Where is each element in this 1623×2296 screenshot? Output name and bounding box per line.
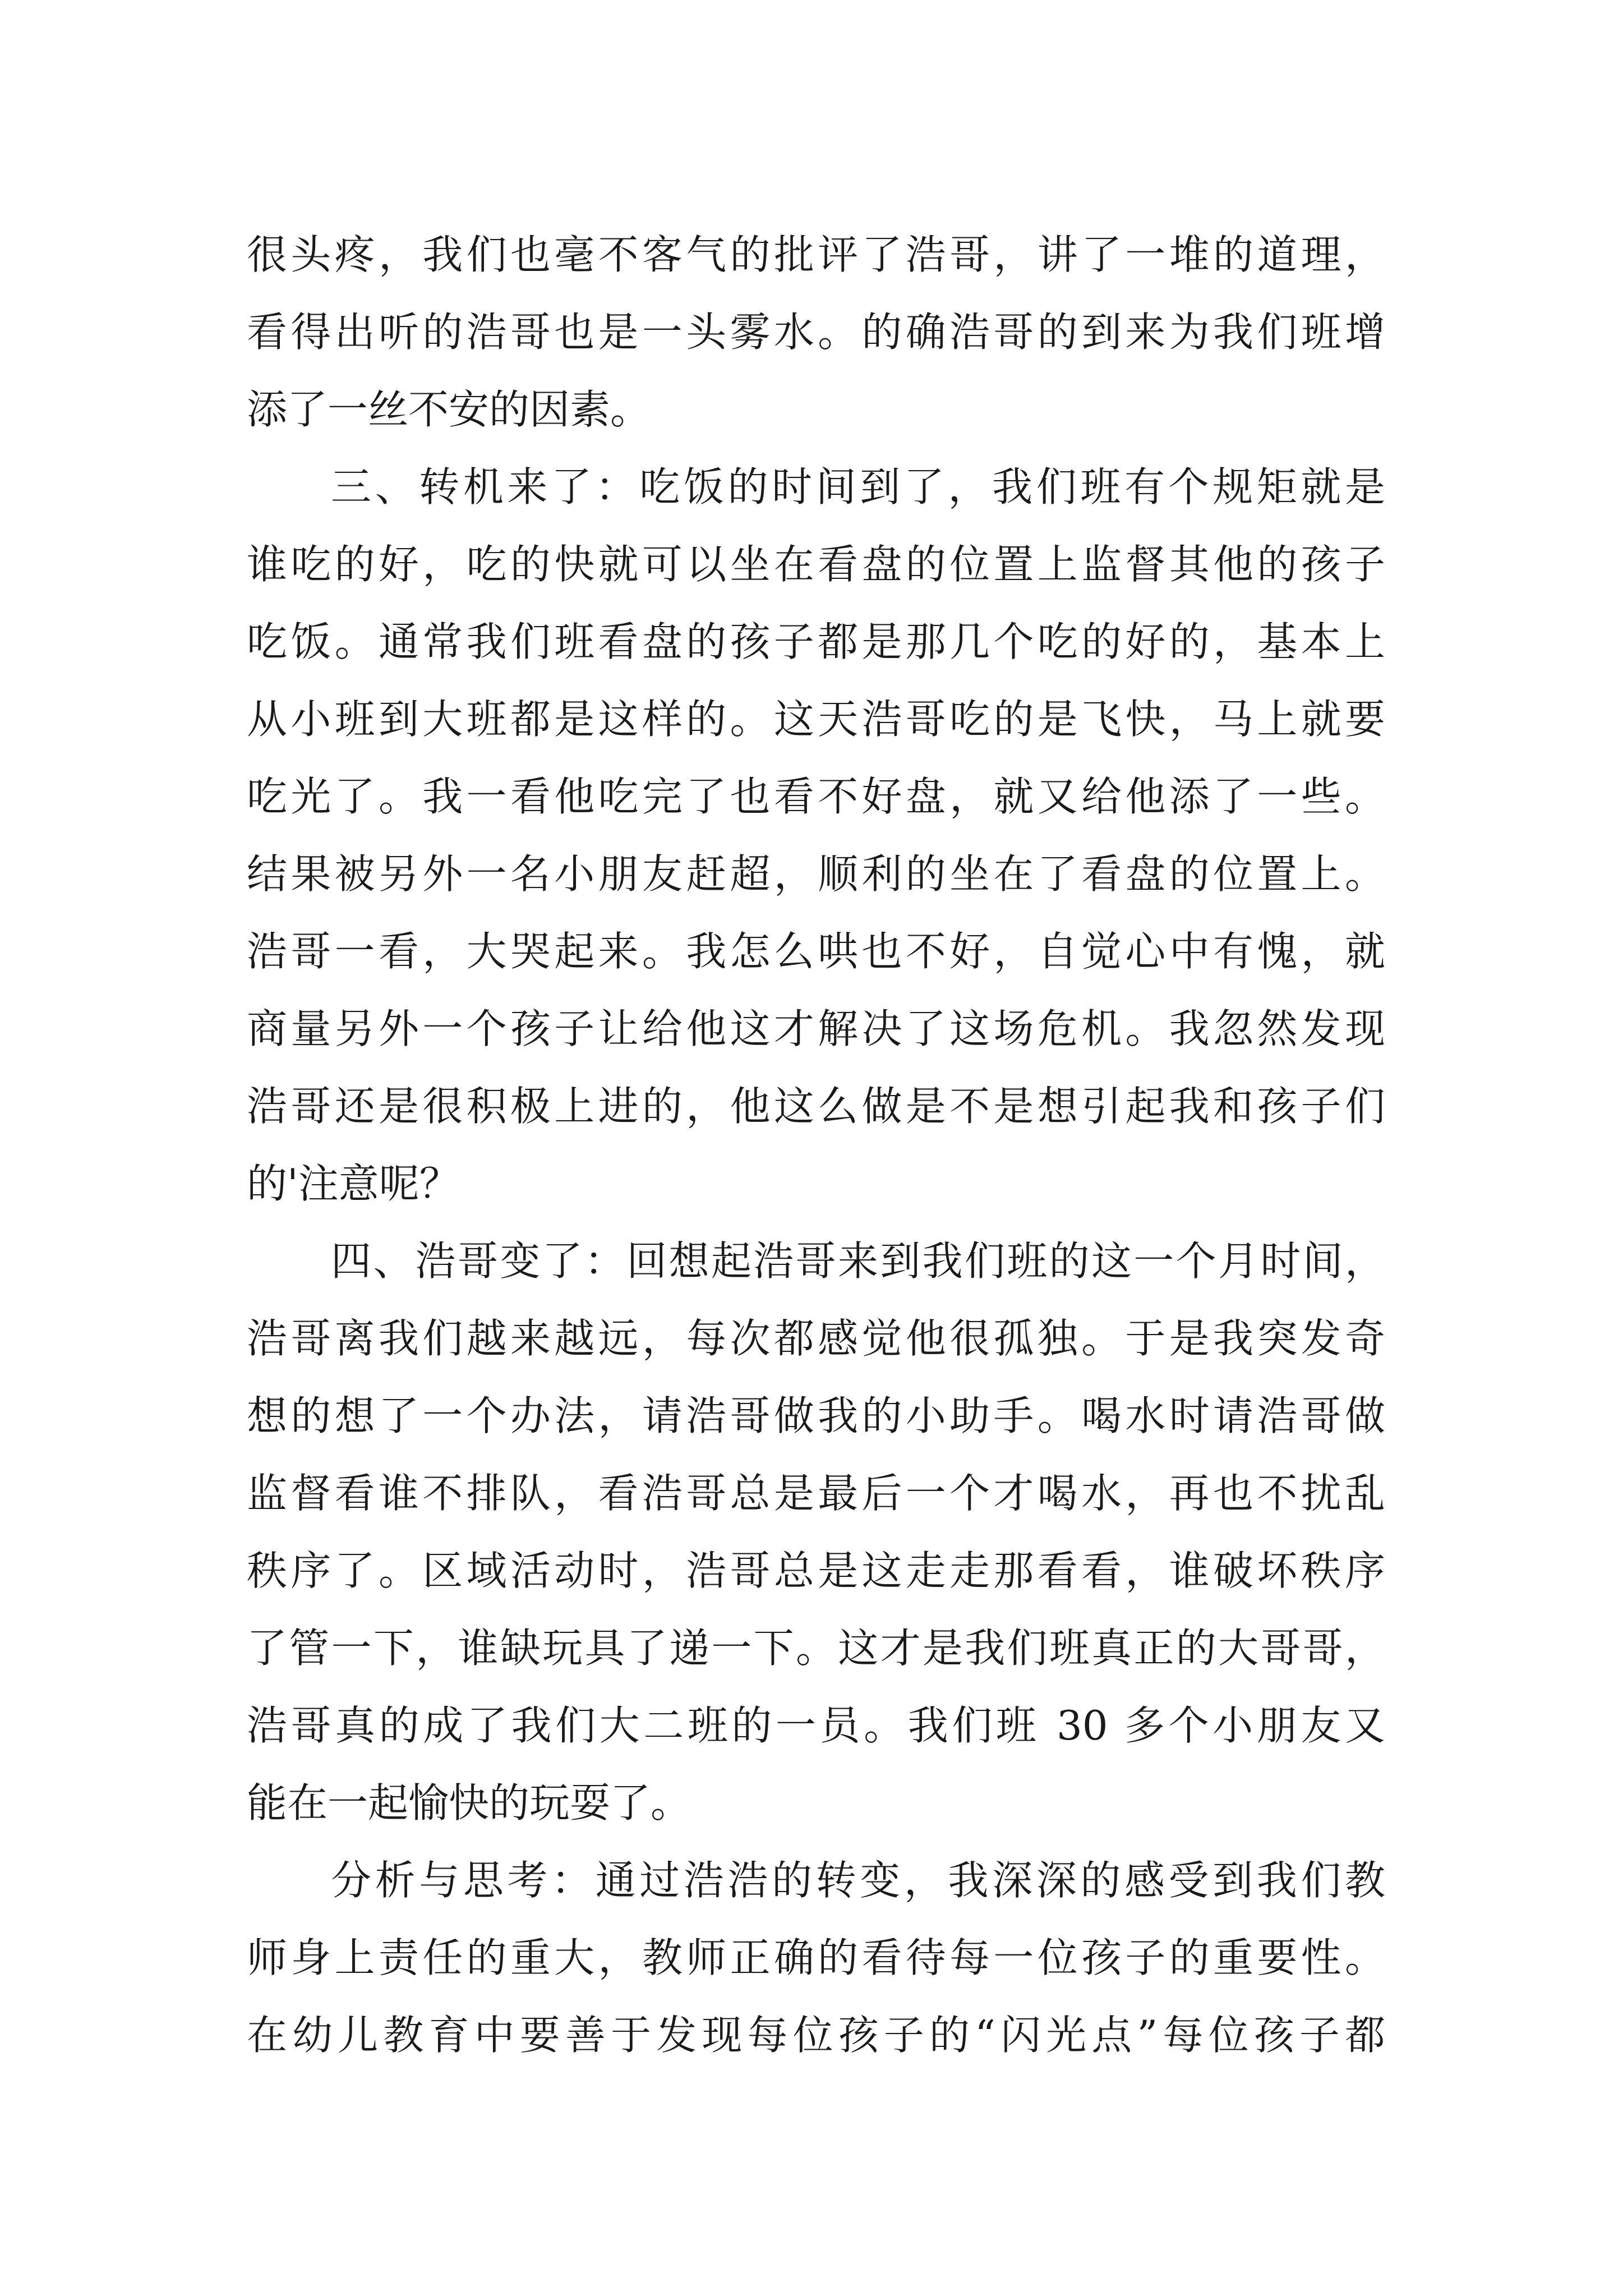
text-line: 添了一丝不安的因素。 bbox=[247, 386, 651, 433]
text-line: 浩哥还是很积极上进的，他这么做是不是想引起我和孩子们 bbox=[247, 1083, 1385, 1130]
text-line: 谁吃的好，吃的快就可以坐在看盘的位置上监督其他的孩子 bbox=[247, 541, 1385, 588]
text-line: 浩哥真的成了我们大二班的一员。我们班 30 多个小朋友又 bbox=[247, 1702, 1385, 1749]
text-line: 分析与思考：通过浩浩的转变，我深深的感受到我们教 bbox=[331, 1857, 1385, 1904]
text-line: 想的想了一个办法，请浩哥做我的小助手。喝水时请浩哥做 bbox=[247, 1392, 1385, 1439]
body-text bbox=[247, 216, 1385, 2074]
text-line: 结果被另外一名小朋友赶超，顺利的坐在了看盘的位置上。 bbox=[247, 850, 1385, 898]
text-line: 监督看谁不排队，看浩哥总是最后一个才喝水，再也不扰乱 bbox=[247, 1470, 1385, 1517]
text-line: 从小班到大班都是这样的。这天浩哥吃的是飞快，马上就要 bbox=[247, 696, 1385, 743]
text-line: 师身上责任的重大，教师正确的看待每一位孩子的重要性。 bbox=[247, 1934, 1385, 1981]
text-line: 三、转机来了：吃饭的时间到了，我们班有个规矩就是 bbox=[331, 463, 1385, 510]
text-line: 很头疼，我们也毫不客气的批评了浩哥，讲了一堆的道理， bbox=[247, 231, 1385, 278]
text-line: 的'注意呢？ bbox=[247, 1160, 460, 1207]
text-line: 在幼儿教育中要善于发现每位孩子的“闪光点”每位孩子都 bbox=[247, 2012, 1385, 2059]
text-line: 浩哥一看，大哭起来。我怎么哄也不好，自觉心中有愧，就 bbox=[247, 928, 1385, 975]
text-line: 秩序了。区域活动时，浩哥总是这走走那看看，谁破坏秩序 bbox=[247, 1547, 1385, 1594]
text-line: 四、浩哥变了：回想起浩哥来到我们班的这一个月时间， bbox=[331, 1237, 1385, 1285]
text-line: 吃饭。通常我们班看盘的孩子都是那几个吃的好的，基本上 bbox=[247, 618, 1385, 665]
text-line: 商量另外一个孩子让给他这才解决了这场危机。我忽然发现 bbox=[247, 1005, 1385, 1052]
text-line: 吃光了。我一看他吃完了也看不好盘，就又给他添了一些。 bbox=[247, 773, 1385, 820]
text-line: 看得出听的浩哥也是一头雾水。的确浩哥的到来为我们班增 bbox=[247, 309, 1385, 356]
text-line: 能在一起愉快的玩耍了。 bbox=[247, 1779, 691, 1826]
text-line: 了管一下，谁缺玩具了递一下。这才是我们班真正的大哥哥， bbox=[247, 1625, 1385, 1672]
text-line: 浩哥离我们越来越远，每次都感觉他很孤独。于是我突发奇 bbox=[247, 1315, 1385, 1362]
